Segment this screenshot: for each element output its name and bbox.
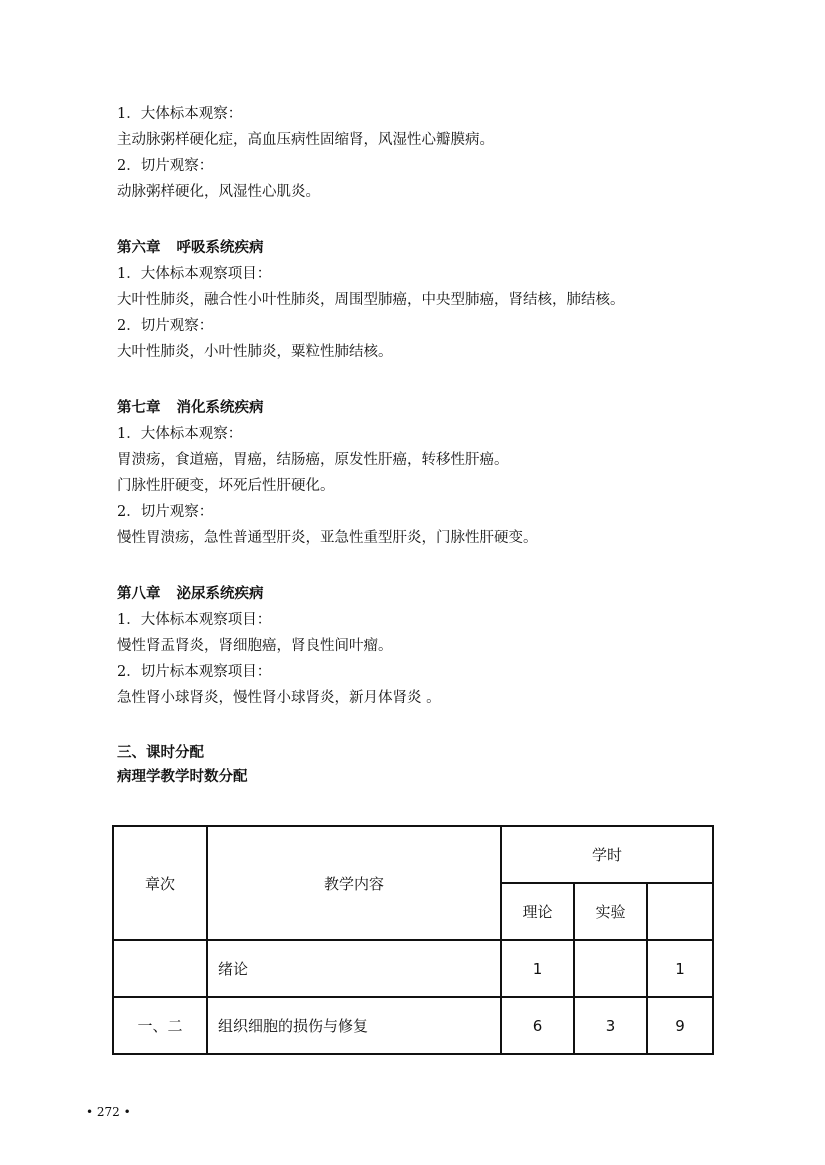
ch6-line-2: 大叶性肺炎，融合性小叶性肺炎，周围型肺癌，中央型肺癌，肾结核，肺结核。 (117, 292, 625, 308)
table-caption: 病理学教学时数分配 (117, 769, 248, 785)
ch6-line-1: 1．大体标本观察项目： (117, 266, 272, 282)
chapter-8-heading (117, 581, 717, 607)
cell-chapter (113, 940, 207, 997)
cell-lab (574, 940, 647, 997)
cell-chapter: 一、二 (113, 997, 207, 1054)
cell-content: 绪论 (207, 940, 501, 997)
ch7-line-2: 胃溃疡，食道癌，胃癌，结肠癌，原发性肝癌，转移性肝癌。 (117, 452, 509, 468)
table-header-row (113, 826, 713, 883)
header-hours: 学时 (501, 826, 713, 883)
page-number: • 272 • (86, 1105, 131, 1119)
cell-theory: 6 (501, 997, 574, 1054)
spacer (117, 205, 717, 235)
ch7-line-4: 2．切片观察： (117, 504, 214, 520)
ch7-line-3: 门脉性肝硬变，坏死后性肝硬化。 (117, 478, 335, 494)
ch8-line-2: 慢性肾盂肾炎，肾细胞癌，肾良性间叶瘤。 (117, 638, 393, 654)
table-row (113, 997, 713, 1054)
ch5-line-2: 主动脉粥样硬化症，高血压病性固缩肾，风湿性心瓣膜病。 (117, 132, 494, 148)
chapter-8-title: 泌尿系统疾病 (176, 586, 264, 602)
cell-lab: 3 (574, 997, 647, 1054)
chapter-8-number: 第八章 (117, 586, 161, 602)
header-chapter: 章次 (113, 826, 207, 940)
hours-table (112, 825, 714, 1055)
cell-total: 9 (647, 997, 713, 1054)
section-3-title: 三、课时分配 (117, 745, 204, 761)
chapter-6-heading (117, 235, 717, 261)
page-content (117, 101, 717, 789)
chapter-6-title: 呼吸系统疾病 (176, 240, 264, 256)
cell-content: 组织细胞的损伤与修复 (207, 997, 501, 1054)
spacer (117, 551, 717, 581)
ch7-line-5: 慢性胃溃疡，急性普通型肝炎，亚急性重型肝炎，门脉性肝硬变。 (117, 530, 538, 546)
chapter-7-title: 消化系统疾病 (176, 400, 264, 416)
cell-total: 1 (647, 940, 713, 997)
ch8-line-3: 2．切片标本观察项目： (117, 664, 272, 680)
cell-theory: 1 (501, 940, 574, 997)
header-theory: 理论 (501, 883, 574, 940)
header-lab: 实验 (574, 883, 647, 940)
ch6-line-4: 大叶性肺炎，小叶性肺炎，粟粒性肺结核。 (117, 344, 393, 360)
chapter-7-heading (117, 395, 717, 421)
spacer (117, 365, 717, 395)
header-content: 教学内容 (207, 826, 501, 940)
table-row (113, 940, 713, 997)
ch6-line-3: 2．切片观察： (117, 318, 214, 334)
spacer (117, 711, 717, 741)
ch8-line-1: 1．大体标本观察项目： (117, 612, 272, 628)
ch5-line-1: 1．大体标本观察： (117, 106, 243, 122)
ch5-line-4: 动脉粥样硬化，风湿性心肌炎。 (117, 184, 320, 200)
chapter-7-number: 第七章 (117, 400, 161, 416)
header-total (647, 883, 713, 940)
ch8-line-4: 急性肾小球肾炎，慢性肾小球肾炎，新月体肾炎 。 (117, 690, 441, 706)
ch5-line-3: 2．切片观察： (117, 158, 214, 174)
chapter-6-number: 第六章 (117, 240, 161, 256)
ch7-line-1: 1．大体标本观察： (117, 426, 243, 442)
